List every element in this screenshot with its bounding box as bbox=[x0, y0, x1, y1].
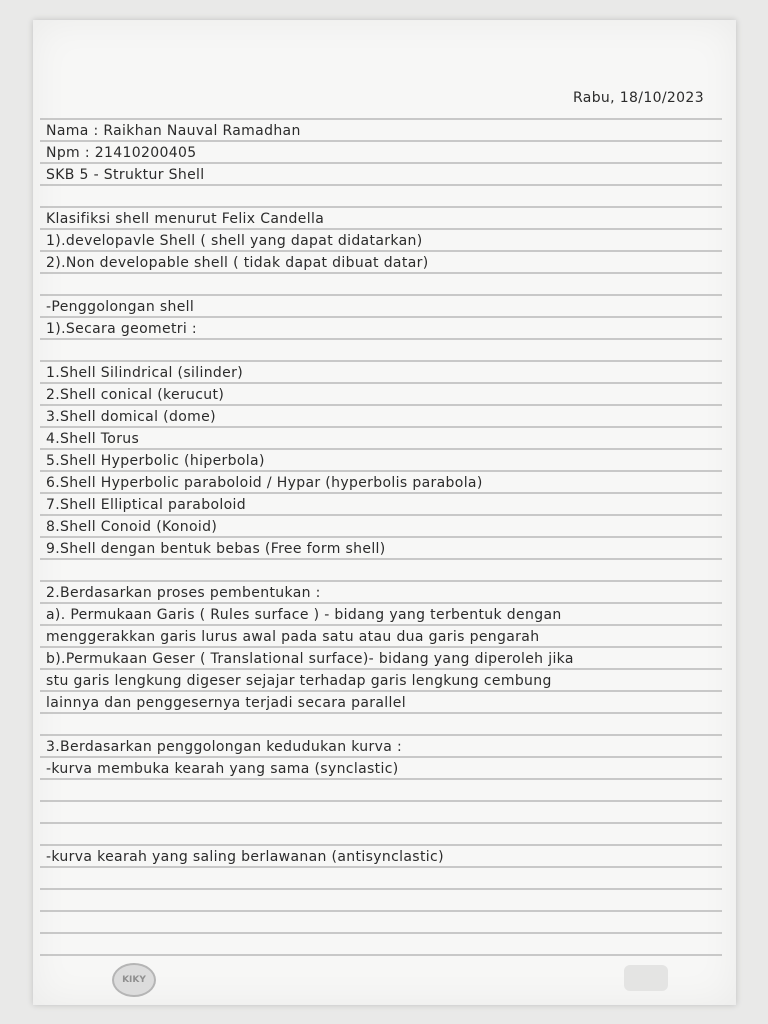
geometri-item: 4.Shell Torus bbox=[46, 431, 140, 447]
proses-line: a). Permukaan Garis ( Rules surface ) - bidang yang terbentuk dengan bbox=[46, 607, 562, 623]
geometri-item: 5.Shell Hyperbolic (hiperbola) bbox=[46, 453, 265, 469]
paper-mark bbox=[624, 965, 668, 991]
klasifikasi-title: Klasifiksi shell menurut Felix Candella bbox=[46, 211, 325, 227]
geometri-item: 8.Shell Conoid (Konoid) bbox=[46, 519, 218, 535]
geometri-item: 3.Shell domical (dome) bbox=[46, 409, 216, 425]
proses-line: b).Permukaan Geser ( Translational surface)- bidang yang diperoleh jika bbox=[46, 651, 574, 667]
geometri-subtitle: 1).Secara geometri : bbox=[46, 321, 197, 337]
klasifikasi-item: 2).Non developable shell ( tidak dapat dibuat datar) bbox=[46, 255, 429, 271]
kurva-antisynclastic: -kurva kearah yang saling berlawanan (antisynclastic) bbox=[46, 849, 444, 865]
kurva-title: 3.Berdasarkan penggolongan kedudukan kurva : bbox=[46, 739, 403, 755]
proses-line: stu garis lengkung digeser sejajar terhadap garis lengkung cembung bbox=[46, 673, 552, 689]
geometri-item: 7.Shell Elliptical paraboloid bbox=[46, 497, 246, 513]
notebook-logo bbox=[112, 963, 156, 997]
geometri-item: 2.Shell conical (kerucut) bbox=[46, 387, 225, 403]
date-text: Rabu, 18/10/2023 bbox=[573, 90, 704, 106]
logo-text: KIKY bbox=[122, 975, 146, 985]
geometri-item: 6.Shell Hyperbolic paraboloid / Hypar (hyperbolis parabola) bbox=[46, 475, 483, 491]
npm-line: Npm : 21410200405 bbox=[46, 145, 197, 161]
name-line: Nama : Raikhan Nauval Ramadhan bbox=[46, 123, 301, 139]
geometri-item: 1.Shell Silindrical (silinder) bbox=[46, 365, 244, 381]
proses-title: 2.Berdasarkan proses pembentukan : bbox=[46, 585, 321, 601]
proses-line: lainnya dan penggesernya terjadi secara parallel bbox=[46, 695, 406, 711]
penggolongan-title: -Penggolongan shell bbox=[46, 299, 195, 315]
proses-line: menggerakkan garis lurus awal pada satu atau dua garis pengarah bbox=[46, 629, 540, 645]
geometri-item: 9.Shell dengan bentuk bebas (Free form shell) bbox=[46, 541, 386, 557]
klasifikasi-item: 1).developavle Shell ( shell yang dapat didatarkan) bbox=[46, 233, 423, 249]
subject-line: SKB 5 - Struktur Shell bbox=[46, 167, 205, 183]
kurva-synclastic: -kurva membuka kearah yang sama (synclastic) bbox=[46, 761, 399, 777]
